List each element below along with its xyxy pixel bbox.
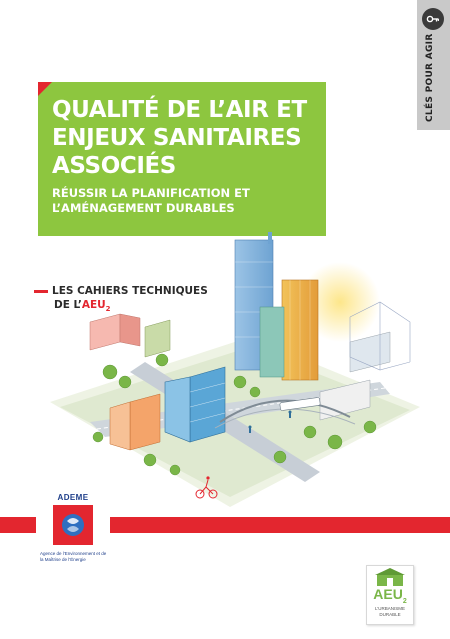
- aeu2-subtitle: L’URBANISME DURABLE: [374, 606, 405, 617]
- ademe-emblem-icon: [53, 505, 93, 545]
- side-tab-label: CLÉS POUR AGIR: [425, 33, 435, 122]
- corner-accent: [38, 82, 52, 96]
- aeu2-house-icon: [367, 568, 413, 588]
- aeu2-logo: [366, 565, 414, 625]
- document-title: QUALITÉ DE L’AIR ET ENJEUX SANITAIRES ASSOCIÉS: [52, 97, 307, 179]
- cles-pour-agir-tab: [417, 0, 450, 130]
- key-icon: [422, 8, 444, 30]
- collection-brand: $AEU_2$: [81, 299, 111, 314]
- collection-prefix: DE L’: [54, 299, 82, 311]
- title-block: [38, 82, 326, 236]
- collection-line1: LES CAHIERS TECHNIQUES: [52, 285, 208, 297]
- ademe-subtitle: Agence de l’Environnement et de la Maîtrise de l’Énergie: [40, 551, 107, 562]
- city-illustration: [50, 232, 420, 512]
- document-subtitle: RÉUSSIR LA PLANIFICATION ET L’AMÉNAGEMENT DURABLES: [52, 186, 250, 215]
- ademe-name: ADEME: [57, 493, 89, 502]
- collection-dash: [34, 290, 48, 293]
- ademe-logo: [36, 487, 110, 577]
- aeu2-mark: $AEU_2$: [373, 586, 407, 605]
